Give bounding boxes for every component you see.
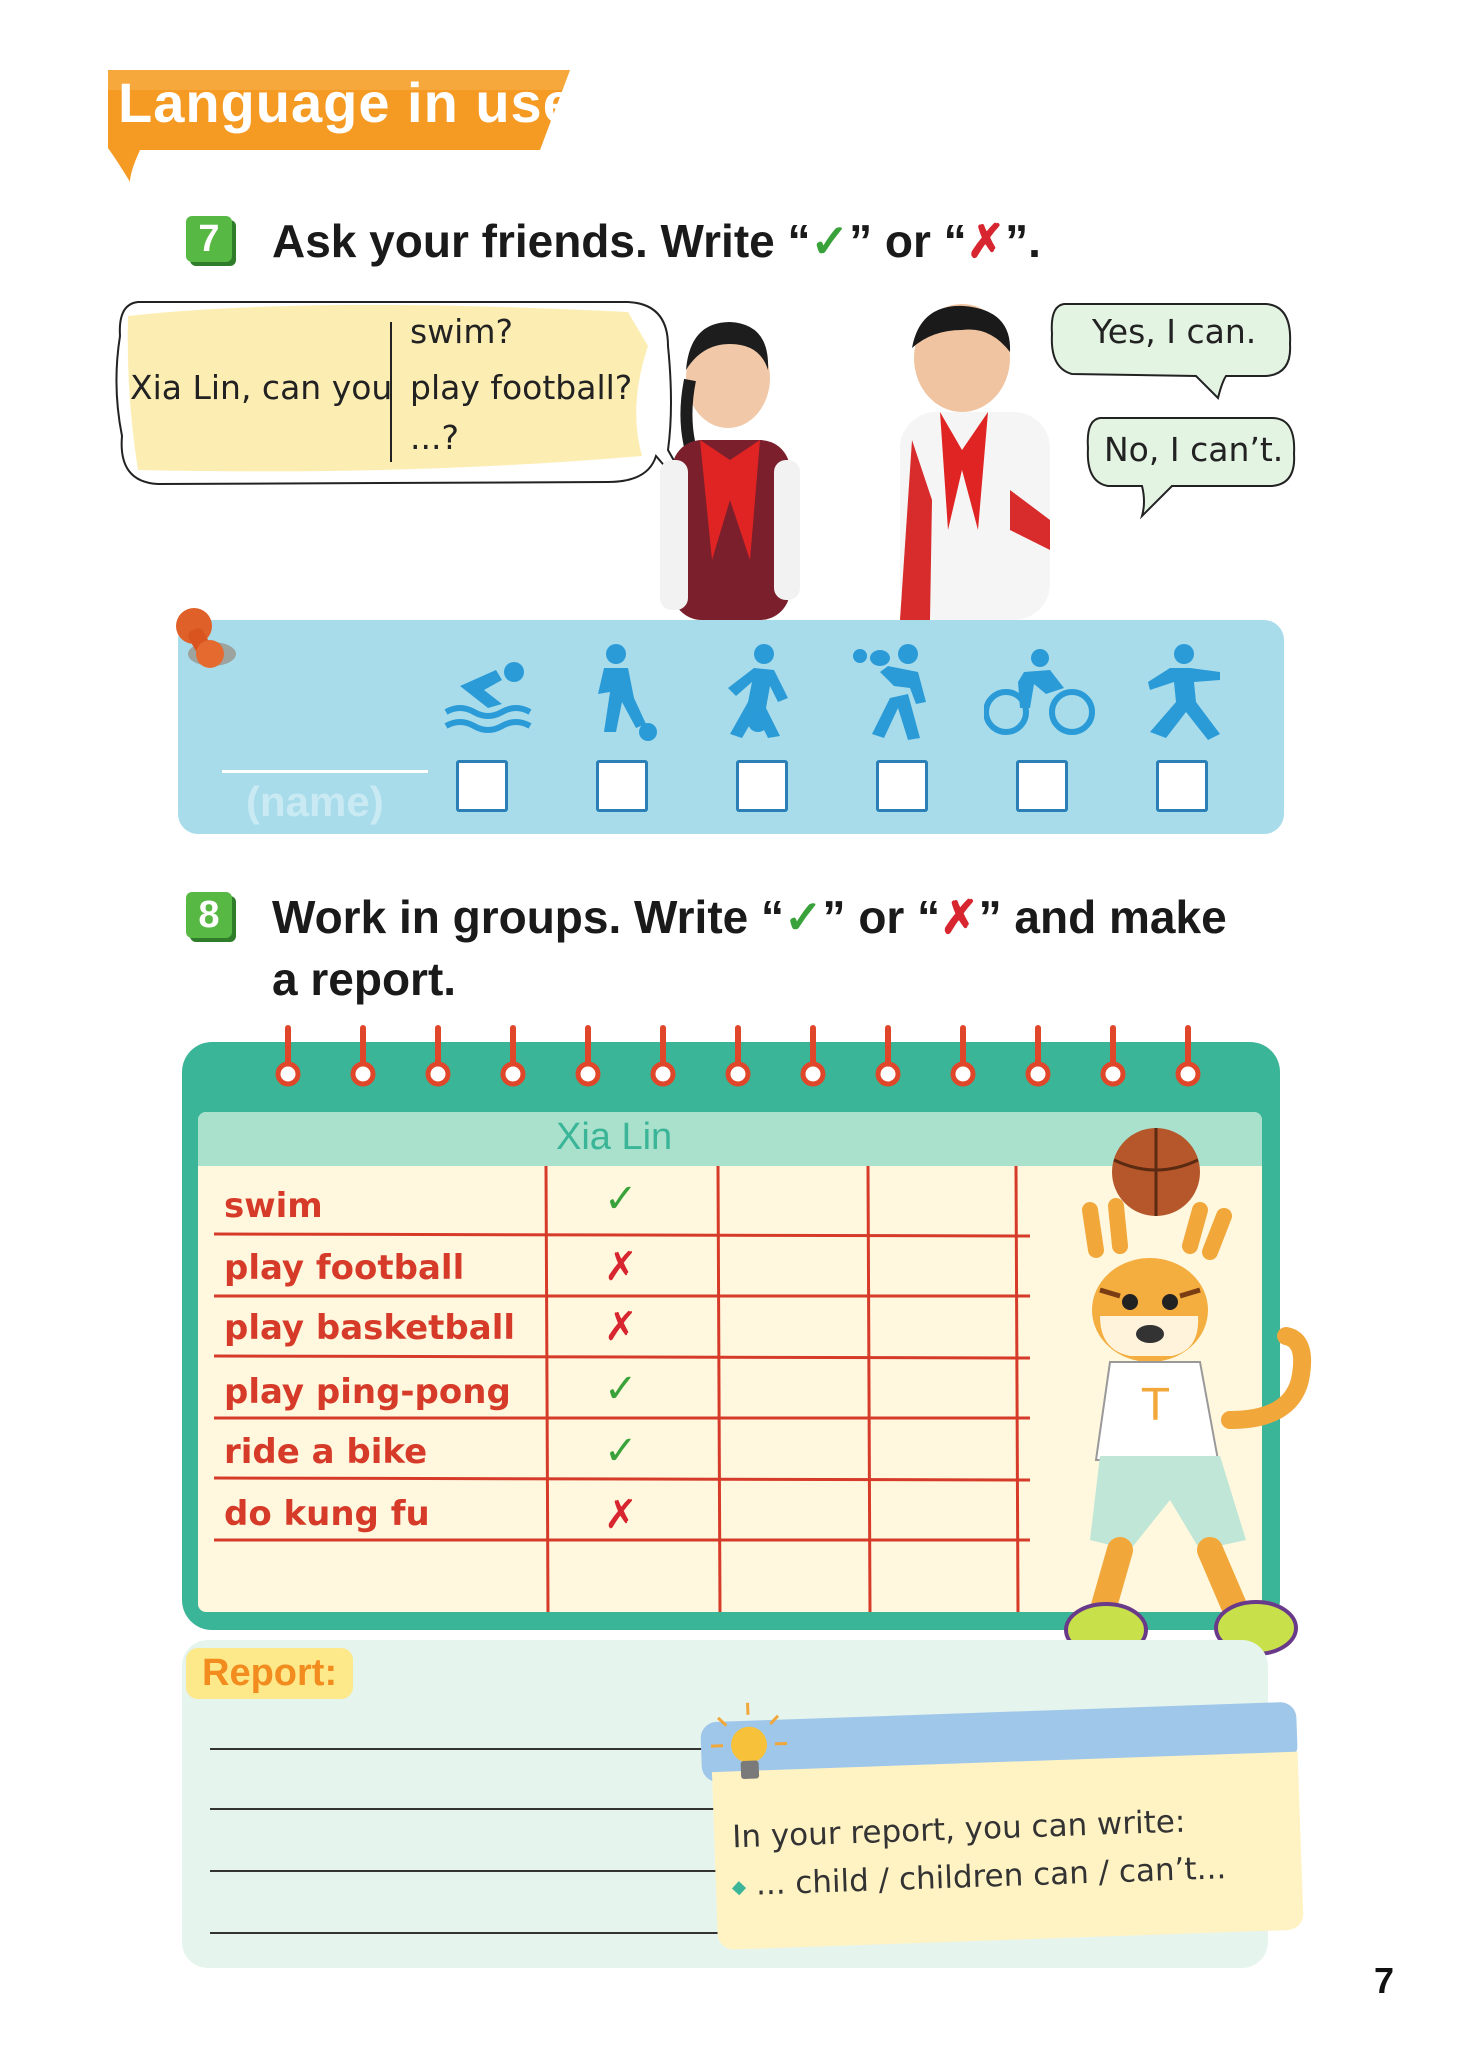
- activity-label: do kung fu: [224, 1494, 430, 1534]
- report-label: Report:: [186, 1648, 353, 1699]
- kung-fu-icon: [1140, 642, 1226, 742]
- exercise-7-number: 7: [186, 216, 232, 262]
- checkbox-ping-pong[interactable]: [876, 760, 928, 812]
- cross-icon: ✗: [966, 215, 1006, 267]
- checkbox-basketball[interactable]: [736, 760, 788, 812]
- tick-icon: ✓: [810, 215, 850, 267]
- instruction-text: ” or “: [849, 215, 967, 267]
- tick-mark: ✓: [604, 1176, 638, 1222]
- report-write-line[interactable]: [210, 1808, 720, 1810]
- report-write-line[interactable]: [210, 1932, 720, 1934]
- checkbox-football[interactable]: [596, 760, 648, 812]
- cycling-icon: [984, 648, 1096, 738]
- cross-mark: ✗: [604, 1492, 638, 1538]
- tip-card: [700, 1702, 1304, 1951]
- question-prefix: Xia Lin, can you: [130, 368, 393, 407]
- instruction-text: Work in groups. Write “: [272, 891, 784, 943]
- section-title: Language in use: [118, 71, 575, 134]
- report-write-line[interactable]: [210, 1748, 720, 1750]
- question-option-2: play football?: [410, 368, 633, 407]
- activity-label: play ping-pong: [224, 1372, 511, 1412]
- activity-label: play football: [224, 1248, 465, 1288]
- tick-icon: ✓: [784, 891, 823, 943]
- question-option-3: ...?: [410, 418, 459, 457]
- exercise-8-instruction: [272, 890, 1227, 944]
- tick-mark: ✓: [604, 1428, 638, 1474]
- name-label: (name): [246, 778, 384, 825]
- football-icon: [582, 642, 658, 742]
- lightbulb-icon: [707, 1697, 792, 1796]
- cross-mark: ✗: [604, 1244, 638, 1290]
- tip-line-1: In your report, you can write:: [731, 1803, 1186, 1856]
- checkbox-swim[interactable]: [456, 760, 508, 812]
- exercise-8-instruction-line2: a report.: [272, 953, 457, 1005]
- instruction-text: ” or “: [822, 891, 941, 943]
- instruction-text: ”.: [1005, 215, 1041, 267]
- notebook-spiral: [260, 1022, 1220, 1092]
- report-write-line[interactable]: [210, 1870, 720, 1872]
- question-option-1: swim?: [410, 312, 514, 351]
- children-photo: [650, 300, 1070, 620]
- activity-label: ride a bike: [224, 1432, 428, 1472]
- swim-icon: [440, 650, 536, 736]
- activity-label: play basketball: [224, 1308, 516, 1348]
- tick-mark: ✓: [604, 1366, 638, 1412]
- name-write-line[interactable]: [222, 770, 428, 773]
- checkbox-cycling[interactable]: [1016, 760, 1068, 812]
- instruction-text: Ask your friends. Write “: [272, 215, 811, 267]
- table-header-name: Xia Lin: [556, 1116, 673, 1158]
- reply-yes: Yes, I can.: [1092, 312, 1257, 351]
- checkbox-kung-fu[interactable]: [1156, 760, 1208, 812]
- pushpin-icon: [172, 604, 242, 680]
- reply-no: No, I can’t.: [1104, 430, 1284, 469]
- ping-pong-icon: [850, 642, 936, 742]
- cross-icon: ✗: [940, 891, 979, 943]
- basketball-icon: [718, 642, 798, 742]
- page-number: 7: [1374, 1960, 1395, 2001]
- tiger-basketball-illustration: [1060, 1120, 1340, 1680]
- svg-text:T: T: [1142, 1380, 1169, 1431]
- cross-mark: ✗: [604, 1304, 638, 1350]
- exercise-7-instruction: [272, 214, 1041, 268]
- exercise-8-number: 8: [186, 892, 232, 938]
- instruction-text: ” and make: [978, 891, 1227, 943]
- activity-label: swim: [224, 1186, 323, 1226]
- tip-line-2: ... child / children can / can’t...: [755, 1850, 1227, 1903]
